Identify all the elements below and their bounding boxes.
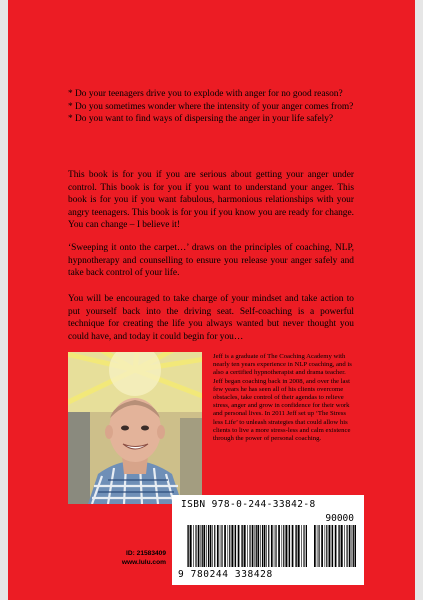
barcode-digits: 9 780244 338428: [178, 569, 273, 580]
barcode-bar: [193, 525, 194, 567]
barcode-bar: [228, 525, 229, 567]
barcode-bar: [206, 525, 207, 567]
barcode-bar: [353, 525, 354, 567]
price-code: 90000: [325, 513, 354, 524]
barcode-bar: [301, 525, 302, 567]
barcode-bar: [282, 525, 283, 567]
barcode-bar: [271, 525, 273, 567]
barcode-bar: [329, 525, 331, 567]
barcode-bar: [283, 525, 284, 567]
barcode-bar: [264, 525, 266, 567]
barcode-bar: [217, 525, 219, 567]
barcode-bars: [187, 525, 307, 567]
barcode-bar: [221, 525, 222, 567]
barcode-bar: [319, 525, 320, 567]
blurb-paragraph-text: You will be encouraged to take charge of your mindset and take action to put yourself back into the driving seat. Self-coaching is a powerful technique for creating the life you always wanted but never thought you could have, and today it could begin for you…: [68, 294, 354, 342]
barcode-bar: [298, 525, 300, 567]
barcode-bar: [326, 525, 327, 567]
barcode-bar: [202, 525, 203, 567]
barcode-bar: [212, 525, 213, 567]
barcode-bar: [201, 525, 202, 567]
barcode-bar: [341, 525, 343, 567]
barcode-bar: [231, 525, 233, 567]
right-page-edge: [415, 0, 423, 600]
author-portrait-image: [68, 352, 202, 504]
barcode-bar: [198, 525, 200, 567]
barcode-bar: [249, 525, 250, 567]
blurb-paragraph: [68, 169, 354, 232]
blurb-paragraph-text: ‘Sweeping it onto the carpet…’ draws on the principles of coaching, NLP, hypnotherapy and counselling to ensure you release your anger safely and take back control of your life.: [68, 243, 354, 279]
barcode-bar: [242, 525, 243, 567]
barcode-bar: [262, 525, 263, 567]
barcode-bar: [195, 525, 196, 567]
barcode-bar: [306, 525, 307, 567]
lulu-url-text: www.lulu.com: [121, 559, 166, 566]
barcode-bar: [288, 525, 289, 567]
barcode-bar: [303, 525, 304, 567]
barcode-bar: [256, 525, 257, 567]
barcode-bar: [347, 525, 348, 567]
barcode-bar: [188, 525, 189, 567]
barcode-bar: [190, 525, 192, 567]
barcode-bar: [252, 525, 254, 567]
barcode-bar: [317, 525, 318, 567]
barcode-bar: [214, 525, 215, 567]
lulu-id-text: ID: 21583409: [126, 550, 166, 557]
barcode-bar: [229, 525, 230, 567]
blurb-paragraph: [68, 242, 354, 280]
barcode-bar: [238, 525, 240, 567]
barcode-bar: [289, 525, 290, 567]
left-page-edge: [0, 0, 8, 600]
barcode-bar: [275, 525, 276, 567]
barcode-bar: [285, 525, 287, 567]
barcode-bar: [344, 525, 345, 567]
blurb-paragraph-text: This book is for you if you are serious about getting your anger under control. This book is for you if you want to understand your anger. This book is for you if you want fabulous, harmonious relationships with your angry teenagers. This book is for you if you know you are ready for change. You can change – I believe it!: [68, 170, 354, 231]
barcode-bar: [295, 525, 296, 567]
barcode-bar: [355, 525, 357, 567]
isbn-barcode: [172, 495, 364, 585]
barcode-bar: [208, 525, 209, 567]
author-photo: [68, 352, 202, 504]
barcode-bar: [325, 525, 326, 567]
bullet-question: * Do you want to find ways of dispersing the anger in your life safely?: [68, 114, 334, 125]
isbn-label: ISBN 978-0-244-33842-8: [181, 499, 316, 510]
barcode-bar: [255, 525, 256, 567]
barcode-bar: [268, 525, 269, 567]
barcode-bar: [296, 525, 297, 567]
author-bio: Jeff is a graduate of The Coaching Academy with nearly ten years experience in NLP coaching, and is also a certified hypnotherapist and drama teacher. Jeff began coaching back in 2008, and over the last few years he has seen all of his clients overcome obstacles, take control of their agendas to relieve stress, anger and grow in confidence for their work and personal lives. In 2011 Jeff set up ‘The Stress less Life’ to unleash strategies that could allow his clients to live a more stress-less and calm existence through the power of personal coaching.: [213, 353, 352, 443]
barcode-bar: [260, 525, 261, 567]
barcode-bar: [274, 525, 275, 567]
barcode-bar: [235, 525, 236, 567]
barcode-bar: [335, 525, 337, 567]
barcode-bar: [331, 525, 332, 567]
barcode-bar: [203, 525, 205, 567]
barcode-bar: [220, 525, 221, 567]
barcode-bar: [314, 525, 316, 567]
barcode-bar: [338, 525, 339, 567]
barcode-bar: [234, 525, 235, 567]
barcode-bar: [210, 525, 212, 567]
blurb-paragraph: [68, 293, 354, 343]
barcode-bar: [244, 525, 246, 567]
barcode-bar: [257, 525, 259, 567]
barcode-bar: [278, 525, 280, 567]
barcode-bar: [187, 525, 188, 567]
barcode-bar: [349, 525, 351, 567]
publisher-id: [116, 549, 166, 567]
barcode-bar: [241, 525, 242, 567]
barcode-bar: [247, 525, 248, 567]
barcode-addon-bars: [314, 525, 356, 567]
barcode-bar: [332, 525, 333, 567]
bullet-question: * Do you sometimes wonder where the intensity of your anger comes from?: [68, 101, 354, 112]
barcode-bar: [352, 525, 353, 567]
barcode-bar: [266, 525, 267, 567]
barcode-bar: [292, 525, 294, 567]
barcode-bar: [321, 525, 323, 567]
bullet-question: * Do your teenagers drive you to explode with anger for no good reason?: [68, 89, 343, 99]
question-bullets: [68, 88, 354, 126]
barcode-bar: [224, 525, 226, 567]
barcode-bar: [339, 525, 340, 567]
